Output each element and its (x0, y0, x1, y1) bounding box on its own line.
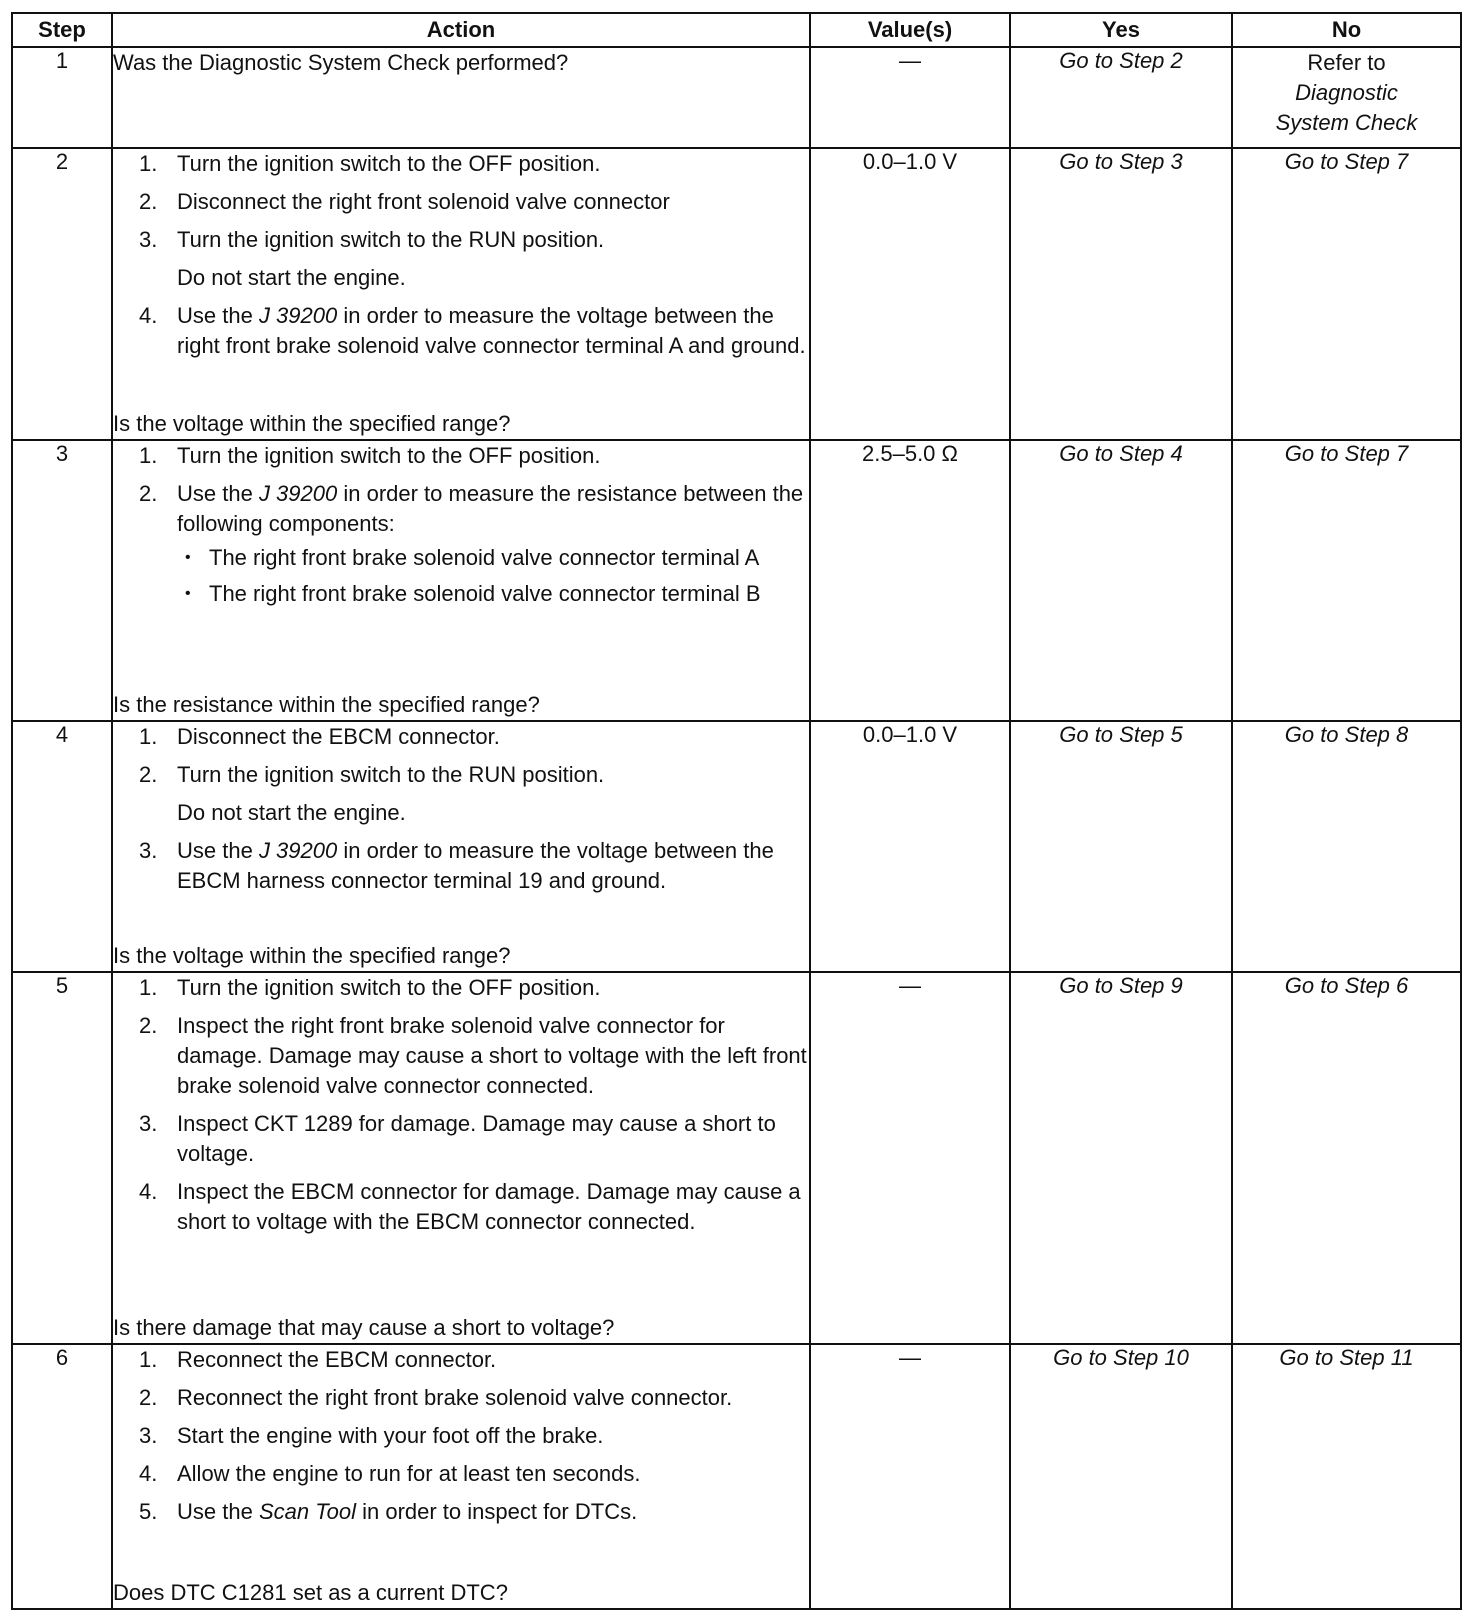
action-content (113, 441, 809, 720)
instruction-number: 2. (139, 762, 158, 788)
header-row (12, 13, 1461, 47)
instruction-number: 5. (139, 1499, 158, 1525)
instruction-text: Disconnect the EBCM connector. (177, 724, 500, 750)
instruction-item (113, 1497, 809, 1527)
instruction-number: 4. (139, 303, 158, 329)
instruction-list (113, 149, 809, 361)
action-cell (112, 1344, 810, 1609)
no-action[interactable]: Go to Step 7 (1232, 440, 1461, 721)
instruction-text: Use the (177, 481, 259, 507)
instruction-number: 2. (139, 1012, 158, 1038)
instruction-item (113, 441, 809, 471)
instruction-text: Reconnect the right front brake solenoid valve connector. (177, 1385, 733, 1411)
instruction-list (113, 973, 809, 1237)
action-content (113, 1345, 809, 1608)
yes-action[interactable]: Go to Step 4 (1010, 440, 1232, 721)
action-steps (113, 722, 809, 904)
component-list (177, 543, 809, 609)
step-number: 1 (12, 47, 112, 148)
instruction-text: in order to measure the voltage between the EBCM harness connector terminal 19 and ground. (177, 838, 774, 894)
header-action: Action (112, 13, 810, 47)
action-steps (113, 48, 809, 78)
no-action-line: Refer to (1307, 50, 1386, 75)
instruction-number: 4. (139, 1461, 158, 1487)
no-action[interactable]: Go to Step 7 (1232, 148, 1461, 440)
instruction-item (113, 1421, 809, 1451)
instruction-number: 3. (139, 1423, 158, 1449)
instruction-number: 3. (139, 227, 158, 253)
instruction-text: Disconnect the right front solenoid valve connector (177, 189, 670, 215)
action-content (113, 48, 809, 147)
instruction-item (113, 836, 809, 896)
header-step: Step (12, 13, 112, 47)
header-no: No (1232, 13, 1461, 47)
yes-action[interactable]: Go to Step 2 (1010, 47, 1232, 148)
component-item: • The right front brake solenoid valve connector terminal A (177, 543, 809, 573)
instruction-list (113, 1345, 809, 1527)
value-cell: 0.0–1.0 V (810, 148, 1010, 440)
action-cell (112, 972, 810, 1344)
action-cell (112, 148, 810, 440)
action-steps (113, 149, 809, 369)
header-yes: Yes (1010, 13, 1232, 47)
instruction-item (113, 973, 809, 1003)
yes-action[interactable]: Go to Step 3 (1010, 148, 1232, 440)
instruction-number: 1. (139, 1347, 158, 1373)
instruction-number: 1. (139, 443, 158, 469)
instruction-text: Use the (177, 303, 259, 329)
tool-name: J 39200 (258, 481, 338, 507)
yes-action[interactable]: Go to Step 10 (1010, 1344, 1232, 1609)
instruction-text: Reconnect the EBCM connector. (177, 1347, 497, 1373)
action-content (113, 149, 809, 439)
value-cell: 0.0–1.0 V (810, 721, 1010, 971)
instruction-list (113, 441, 809, 609)
instruction-item (113, 149, 809, 179)
action-steps (113, 1345, 809, 1535)
instruction-number: 1. (139, 724, 158, 750)
action-content (113, 722, 809, 970)
step-question: Was the Diagnostic System Check performed? (113, 50, 569, 75)
no-action[interactable] (1232, 47, 1461, 148)
instruction-text: Use the (177, 838, 259, 864)
instruction-note: Do not start the engine. (177, 265, 406, 291)
no-action[interactable]: Go to Step 6 (1232, 972, 1461, 1344)
step-number: 3 (12, 440, 112, 721)
instruction-text: Inspect the right front brake solenoid valve connector for damage. Damage may cause a short to voltage with the left front brake solenoid valve connector connected. (177, 1012, 807, 1098)
no-action-line: Diagnostic (1295, 80, 1398, 105)
step-question: Is the voltage within the specified range? (113, 411, 511, 437)
instruction-number: 4. (139, 1178, 158, 1204)
instruction-text: Turn the ignition switch to the RUN position. (177, 762, 605, 788)
action-content (113, 973, 809, 1343)
diagnostic-table (11, 12, 1462, 1610)
instruction-text: in order to measure the voltage between the right front brake solenoid valve connector terminal A and ground. (177, 303, 806, 359)
instruction-item (113, 1109, 809, 1169)
instruction-item (113, 760, 809, 828)
step-question: Is the resistance within the specified range? (113, 692, 540, 718)
instruction-text: Inspect the EBCM connector for damage. Damage may cause a short to voltage with the EBCM connector connected. (177, 1178, 801, 1234)
instruction-item (113, 301, 809, 361)
tool-name: J 39200 (258, 838, 338, 864)
step-number: 2 (12, 148, 112, 440)
no-action[interactable]: Go to Step 8 (1232, 721, 1461, 971)
instruction-text: Allow the engine to run for at least ten seconds. (177, 1461, 641, 1487)
instruction-note: Do not start the engine. (177, 800, 406, 826)
instruction-number: 2. (139, 189, 158, 215)
step-row (12, 440, 1461, 721)
instruction-item (113, 1459, 809, 1489)
instruction-text: in order to inspect for DTCs. (355, 1499, 638, 1525)
value-cell: — (810, 972, 1010, 1344)
value-cell: 2.5–5.0 Ω (810, 440, 1010, 721)
tool-name: J 39200 (258, 303, 338, 329)
instruction-list (113, 722, 809, 896)
action-steps (113, 973, 809, 1245)
step-number: 6 (12, 1344, 112, 1609)
no-action-line: System Check (1275, 110, 1418, 135)
instruction-item (113, 187, 809, 217)
step-number: 5 (12, 972, 112, 1344)
instruction-text: in order to measure the resistance between the following components: (177, 481, 804, 537)
yes-action[interactable]: Go to Step 5 (1010, 721, 1232, 971)
value-cell: — (810, 1344, 1010, 1609)
instruction-text: Turn the ignition switch to the OFF position. (177, 151, 601, 177)
action-steps (113, 441, 809, 617)
instruction-text: Start the engine with your foot off the brake. (177, 1423, 604, 1449)
step-row (12, 148, 1461, 440)
instruction-text: Turn the ignition switch to the OFF position. (177, 974, 601, 1000)
instruction-item (113, 1345, 809, 1375)
instruction-number: 2. (139, 481, 158, 507)
step-row (12, 721, 1461, 971)
step-row (12, 47, 1461, 148)
instruction-text: Turn the ignition switch to the OFF position. (177, 443, 601, 469)
step-question: Is the voltage within the specified range? (113, 942, 511, 968)
action-cell (112, 440, 810, 721)
instruction-item (113, 479, 809, 609)
instruction-number: 2. (139, 1385, 158, 1411)
instruction-number: 1. (139, 974, 158, 1000)
action-cell (112, 47, 810, 148)
component-item: • The right front brake solenoid valve connector terminal B (177, 579, 809, 609)
step-row (12, 1344, 1461, 1609)
step-number: 4 (12, 721, 112, 971)
instruction-item (113, 225, 809, 293)
no-action[interactable]: Go to Step 11 (1232, 1344, 1461, 1609)
step-row (12, 972, 1461, 1344)
value-cell: — (810, 47, 1010, 148)
instruction-item (113, 1177, 809, 1237)
instruction-number: 1. (139, 151, 158, 177)
instruction-item (113, 722, 809, 752)
header-values: Value(s) (810, 13, 1010, 47)
instruction-number: 3. (139, 1110, 158, 1136)
instruction-text: Inspect CKT 1289 for damage. Damage may cause a short to voltage. (177, 1110, 776, 1166)
instruction-text: Use the (177, 1499, 259, 1525)
instruction-item (113, 1383, 809, 1413)
step-question: Is there damage that may cause a short to voltage? (113, 1315, 615, 1341)
instruction-number: 3. (139, 838, 158, 864)
yes-action[interactable]: Go to Step 9 (1010, 972, 1232, 1344)
step-question: Does DTC C1281 set as a current DTC? (113, 1580, 508, 1605)
instruction-text: Turn the ignition switch to the RUN position. (177, 227, 605, 253)
instruction-item (113, 1011, 809, 1101)
action-cell (112, 721, 810, 971)
tool-name: Scan Tool (258, 1499, 356, 1525)
